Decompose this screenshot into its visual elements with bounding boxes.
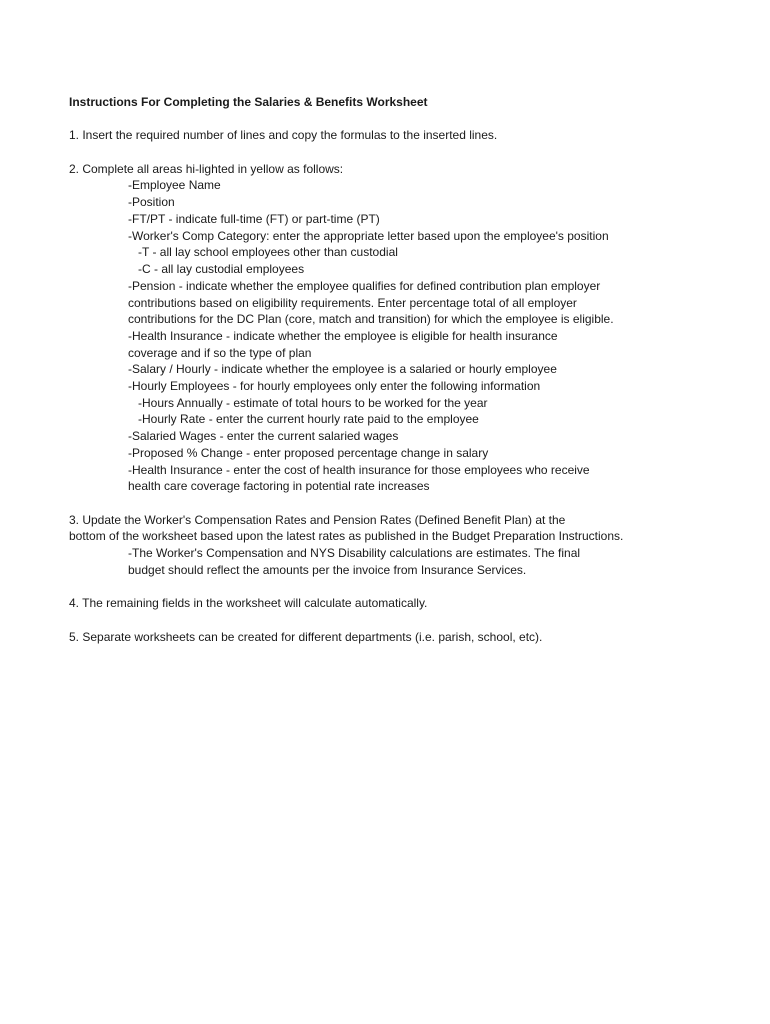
step-3-note-continued: budget should reflect the amounts per the invoice from Insurance Services.: [128, 563, 527, 577]
step-2-item: contributions for the DC Plan (core, match and transition) for which the employee is eligible.: [128, 312, 614, 326]
step-2-item: -Employee Name: [128, 178, 221, 192]
step-2-item: coverage and if so the type of plan: [128, 346, 312, 360]
step-2-item: -FT/PT - indicate full-time (FT) or part-time (PT): [128, 212, 380, 226]
step-2-item: -Health Insurance - indicate whether the employee is eligible for health insurance: [128, 329, 558, 343]
step-2-item: -Pension - indicate whether the employee qualifies for defined contribution plan employer: [128, 279, 601, 293]
step-2-item: health care coverage factoring in potential rate increases: [128, 479, 430, 493]
step-2-item: -Salary / Hourly - indicate whether the employee is a salaried or hourly employee: [128, 362, 557, 376]
step-2-item: -Salaried Wages - enter the current salaried wages: [128, 429, 399, 443]
step-2-intro: 2. Complete all areas hi-lighted in yellow as follows:: [69, 162, 344, 176]
step-2-subitem: -T - all lay school employees other than custodial: [138, 245, 398, 259]
step-4-text: 4. The remaining fields in the worksheet will calculate automatically.: [69, 596, 428, 610]
step-2-item: -Worker's Comp Category: enter the appropriate letter based upon the employee's position: [128, 229, 609, 243]
step-3-text: 3. Update the Worker's Compensation Rates and Pension Rates (Defined Benefit Plan) at the: [69, 513, 566, 527]
document-title: Instructions For Completing the Salaries & Benefits Worksheet: [69, 95, 428, 109]
step-1-text: 1. Insert the required number of lines and copy the formulas to the inserted lines.: [69, 128, 498, 142]
step-2-item: contributions based on eligibility requirements. Enter percentage total of all employer: [128, 296, 577, 310]
step-5-text: 5. Separate worksheets can be created for different departments (i.e. parish, school, etc).: [69, 630, 543, 644]
step-2-item: -Position: [128, 195, 175, 209]
step-3-note: -The Worker's Compensation and NYS Disability calculations are estimates. The final: [128, 546, 581, 560]
step-2-subitem: -Hours Annually - estimate of total hours to be worked for the year: [138, 396, 488, 410]
step-2-item: -Health Insurance - enter the cost of health insurance for those employees who receive: [128, 463, 590, 477]
step-2-subitem: -C - all lay custodial employees: [138, 262, 305, 276]
step-2-item: -Proposed % Change - enter proposed percentage change in salary: [128, 446, 489, 460]
step-3-text-continued: bottom of the worksheet based upon the latest rates as published in the Budget Preparation Instructions.: [69, 529, 624, 543]
step-2-subitem: -Hourly Rate - enter the current hourly rate paid to the employee: [138, 412, 479, 426]
step-2-item: -Hourly Employees - for hourly employees only enter the following information: [128, 379, 541, 393]
